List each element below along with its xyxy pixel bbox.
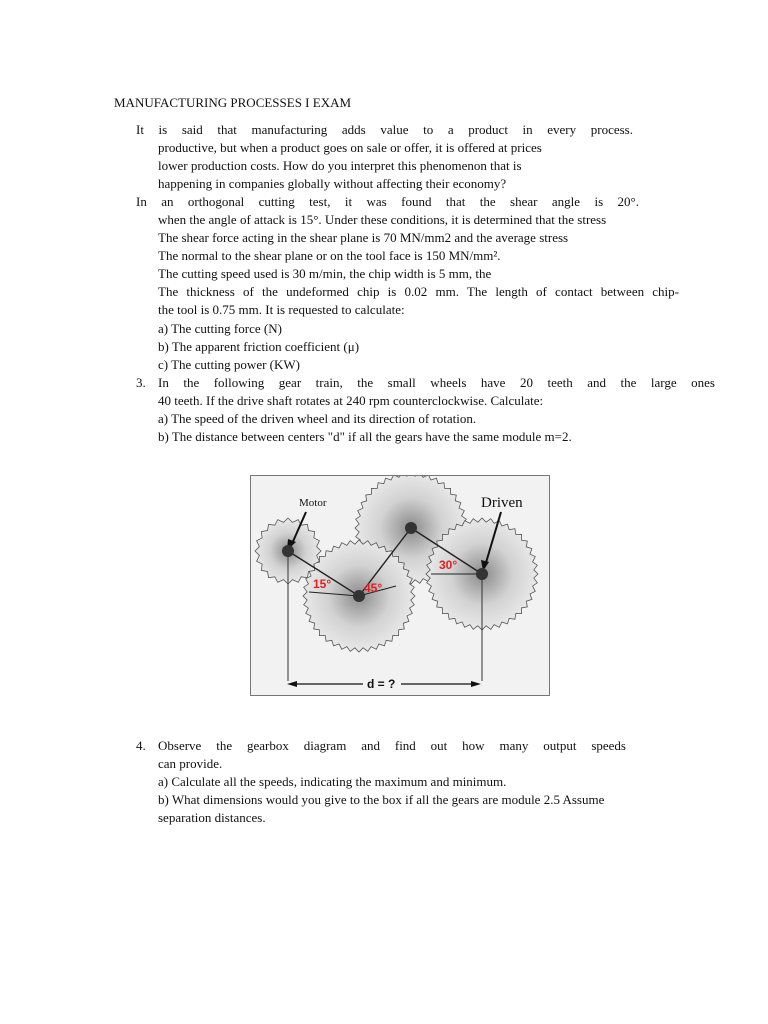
q2-line: The shear force acting in the shear plane is 70 MN/mm2 and the average stress <box>158 230 569 245</box>
q3-item: b) The distance between centers "d" if all the gears have the same module m=2. <box>158 429 572 444</box>
q2-item: c) The cutting power (KW) <box>158 357 300 372</box>
q1-line: It is said that manufacturing adds value to a product in every process. <box>136 122 633 137</box>
q3-line: 40 teeth. If the drive shaft rotates at 240 rpm counterclockwise. Calculate: <box>158 393 544 408</box>
q1-line: productive, but when a product goes on sale or offer, it is offered at prices <box>158 140 542 155</box>
q4-line: can provide. <box>158 756 223 771</box>
q3-line: In the following gear train, the small wheels have 20 teeth and the large ones <box>158 375 715 390</box>
q2-line: In an orthogonal cutting test, it was found that the shear angle is 20°. <box>136 194 639 209</box>
angle-45-label: 45° <box>364 581 383 595</box>
gear-train-figure <box>250 475 550 696</box>
q4-item: separation distances. <box>158 810 266 825</box>
q2-line: the tool is 0.75 mm. It is requested to calculate: <box>158 302 405 317</box>
motor-shaft <box>282 545 294 557</box>
q3-number: 3. <box>136 375 146 390</box>
angle-30-label: 30° <box>439 558 458 572</box>
driven-label: Driven <box>481 495 523 511</box>
q4-item: a) Calculate all the speeds, indicating the maximum and minimum. <box>158 774 507 789</box>
q2-line: The thickness of the undeformed chip is 0.02 mm. The length of contact between chip- <box>158 284 679 299</box>
distance-label: d = ? <box>367 677 396 691</box>
idler-shaft-2 <box>405 522 417 534</box>
q2-line: when the angle of attack is 15°. Under these conditions, it is determined that the stress <box>158 212 607 227</box>
q2-line: The cutting speed used is 30 m/min, the chip width is 5 mm, the <box>158 266 492 281</box>
q2-item: a) The cutting force (N) <box>158 321 282 336</box>
q2-item: b) The apparent friction coefficient (μ) <box>158 339 360 354</box>
driven-shaft <box>476 568 488 580</box>
angle-15-label: 15° <box>313 577 332 591</box>
q4-item: b) What dimensions would you give to the box if all the gears are module 2.5 Assume <box>158 792 605 807</box>
motor-label: Motor <box>299 497 327 509</box>
q1-line: lower production costs. How do you interpret this phenomenon that is <box>158 158 522 173</box>
q2-line: The normal to the shear plane or on the tool face is 150 MN/mm². <box>158 248 501 263</box>
exam-title: MANUFACTURING PROCESSES I EXAM <box>114 95 352 110</box>
gear-train-drawing <box>251 476 549 695</box>
q4-number: 4. <box>136 738 146 753</box>
q1-line: happening in companies globally without affecting their economy? <box>158 176 507 191</box>
q4-line: Observe the gearbox diagram and find out how many output speeds <box>158 738 626 753</box>
q3-item: a) The speed of the driven wheel and its direction of rotation. <box>158 411 477 426</box>
